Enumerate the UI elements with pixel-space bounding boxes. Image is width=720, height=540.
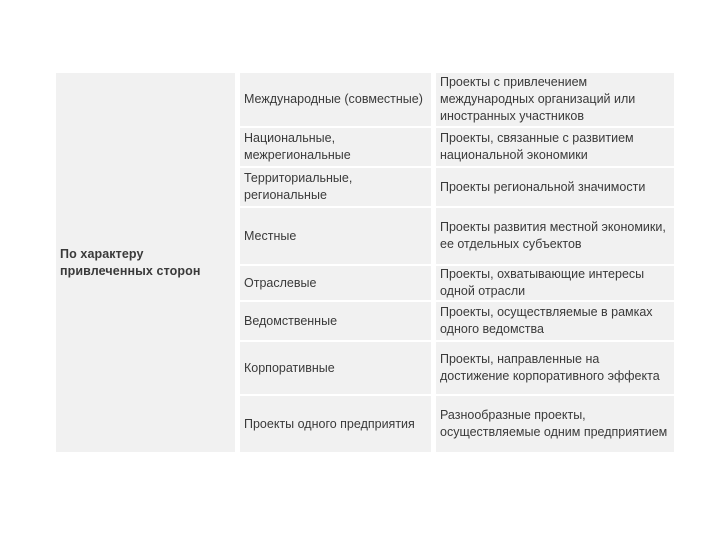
project-description-cell: Проекты с привлечением международных организаций или иностранных участников	[436, 73, 674, 128]
project-type-cell: Национальные, межрегиональные	[240, 128, 436, 168]
project-type-cell: Отраслевые	[240, 266, 436, 302]
project-description-cell: Проекты, осуществляемые в рамках одного ведомства	[436, 302, 674, 342]
project-type-cell: Территориальные, региональные	[240, 168, 436, 208]
project-description-cell: Проекты, направленные на достижение корпоративного эффекта	[436, 342, 674, 396]
project-type-cell: Международные (совместные)	[240, 73, 436, 128]
project-type-cell: Ведомственные	[240, 302, 436, 342]
project-description-cell: Проекты, связанные с развитием национальной экономики	[436, 128, 674, 168]
project-description-cell: Проекты региональной значимости	[436, 168, 674, 208]
project-type-cell: Корпоративные	[240, 342, 436, 396]
project-type-cell: Проекты одного предприятия	[240, 396, 436, 452]
project-type-cell: Местные	[240, 208, 436, 266]
project-description-cell: Проекты развития местной экономики, ее отдельных субъектов	[436, 208, 674, 266]
project-description-cell: Разнообразные проекты, осуществляемые одним предприятием	[436, 396, 674, 452]
classification-table-container	[56, 73, 668, 452]
project-description-cell: Проекты, охватывающие интересы одной отрасли	[436, 266, 674, 302]
category-cell: По характеру привлеченных сторон	[56, 73, 240, 452]
table-row	[56, 73, 674, 128]
classification-table	[56, 73, 674, 452]
